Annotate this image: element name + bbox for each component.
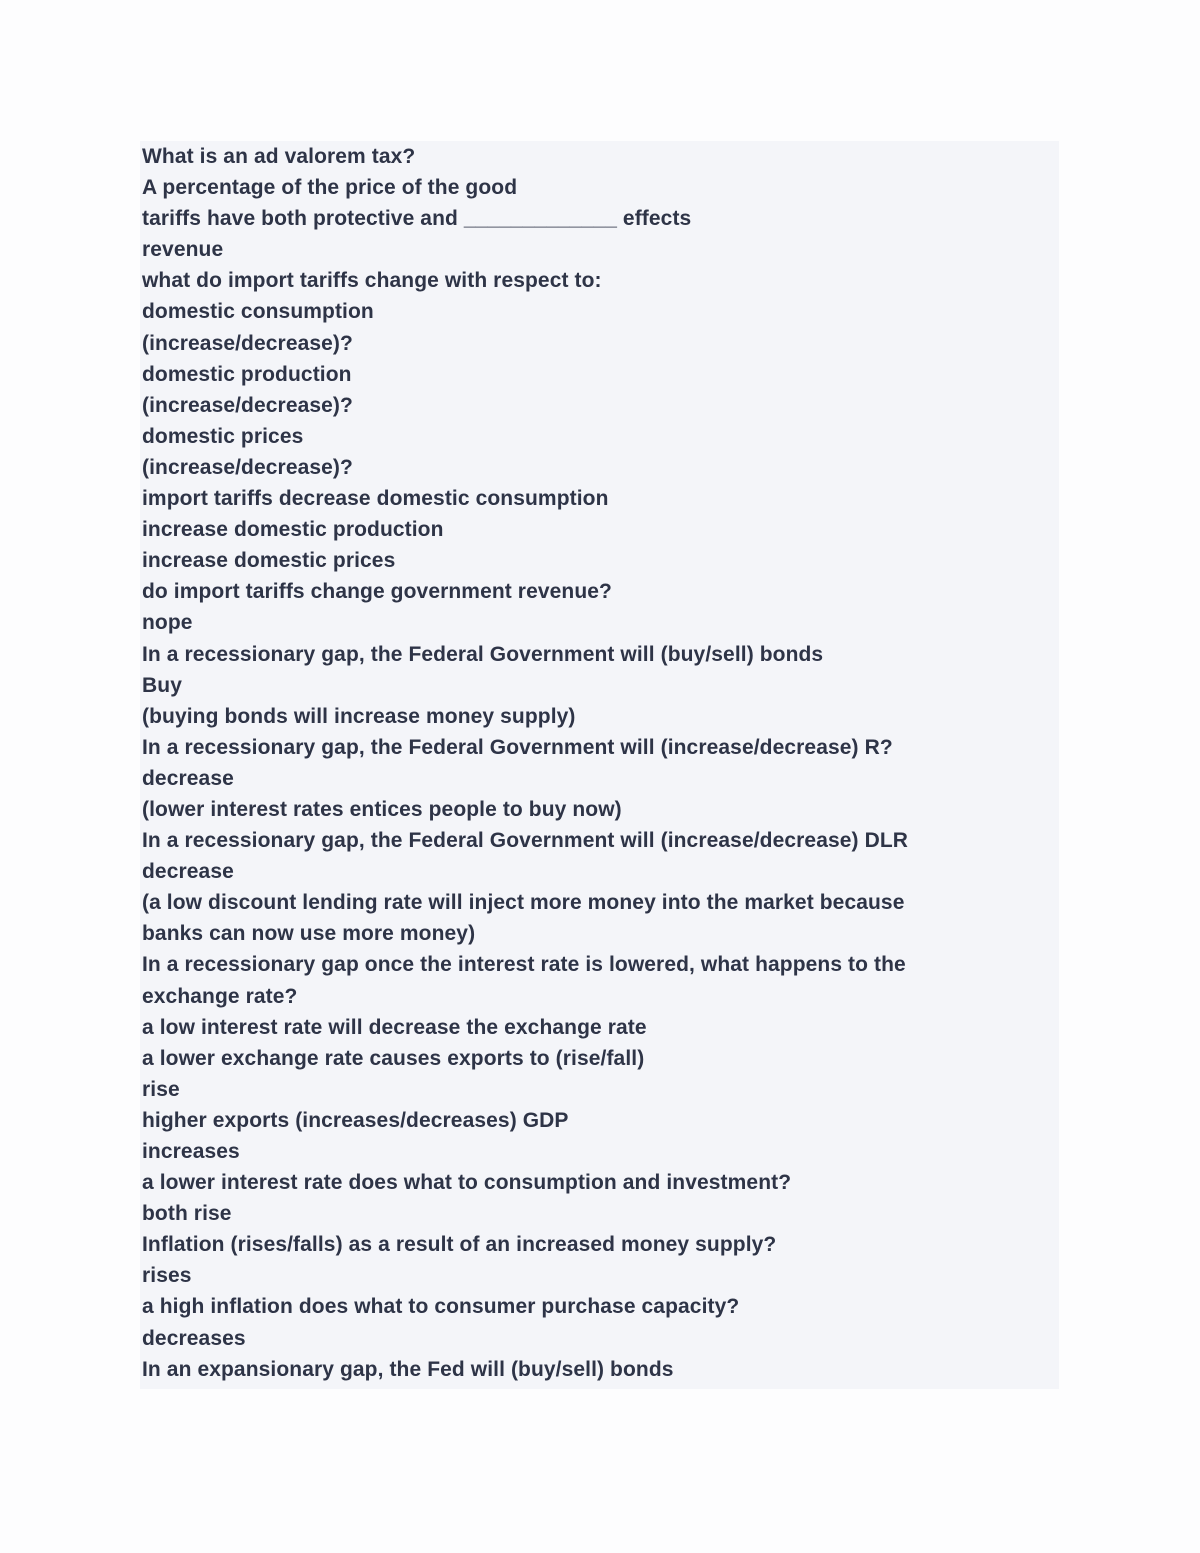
text-line: (increase/decrease)? bbox=[142, 393, 353, 417]
text-line: higher exports (increases/decreases) GDP bbox=[142, 1108, 569, 1132]
text-line: exchange rate? bbox=[142, 984, 298, 1008]
text-line: (a low discount lending rate will inject more money into the market because bbox=[142, 891, 905, 915]
text-line: decreases bbox=[142, 1326, 246, 1350]
text-line: what do import tariffs change with respect to: bbox=[142, 269, 602, 293]
text-line: domestic production bbox=[142, 362, 352, 386]
text-line: import tariffs decrease domestic consumption bbox=[142, 487, 609, 511]
text-line: increase domestic prices bbox=[142, 549, 396, 573]
text-line: domestic prices bbox=[142, 424, 304, 448]
text-line: nope bbox=[142, 611, 193, 635]
text-line: What is an ad valorem tax? bbox=[142, 145, 416, 168]
text-line: domestic consumption bbox=[142, 300, 374, 324]
text-line: a lower exchange rate causes exports to (rise/fall) bbox=[142, 1046, 645, 1070]
text-line: Inflation (rises/falls) as a result of an increased money supply? bbox=[142, 1233, 777, 1257]
text-line: both rise bbox=[142, 1202, 232, 1226]
text-line: a high inflation does what to consumer purchase capacity? bbox=[142, 1295, 740, 1319]
text-line: (increase/decrease)? bbox=[142, 455, 353, 479]
text-line: banks can now use more money) bbox=[142, 922, 476, 946]
text-line: (lower interest rates entices people to buy now) bbox=[142, 797, 622, 821]
text-line: rises bbox=[142, 1264, 192, 1288]
text-line: a low interest rate will decrease the exchange rate bbox=[142, 1015, 647, 1039]
text-line: Buy bbox=[142, 673, 182, 697]
text-line: In a recessionary gap, the Federal Government will (increase/decrease) DLR bbox=[142, 829, 909, 853]
text-line: In a recessionary gap, the Federal Government will (buy/sell) bonds bbox=[142, 642, 824, 666]
text-line: (buying bonds will increase money supply) bbox=[142, 704, 576, 728]
text-block bbox=[140, 141, 1059, 1389]
text-line: In an expansionary gap, the Fed will (buy/sell) bonds bbox=[142, 1357, 674, 1381]
text-line: In a recessionary gap, the Federal Government will (increase/decrease) R? bbox=[142, 735, 893, 759]
text-line: a lower interest rate does what to consumption and investment? bbox=[142, 1171, 792, 1195]
text-line: increases bbox=[142, 1140, 240, 1163]
text-line: do import tariffs change government revenue? bbox=[142, 580, 612, 604]
text-line: (increase/decrease)? bbox=[142, 331, 353, 355]
text-line: A percentage of the price of the good bbox=[142, 176, 518, 200]
text-line: rise bbox=[142, 1077, 180, 1101]
text-line: tariffs have both protective and _____________ effects bbox=[142, 207, 692, 231]
text-line: increase domestic production bbox=[142, 518, 444, 542]
text-line: decrease bbox=[142, 766, 234, 790]
text-line: revenue bbox=[142, 238, 224, 262]
text-line: In a recessionary gap once the interest rate is lowered, what happens to the bbox=[142, 953, 906, 977]
text-line: decrease bbox=[142, 860, 234, 884]
